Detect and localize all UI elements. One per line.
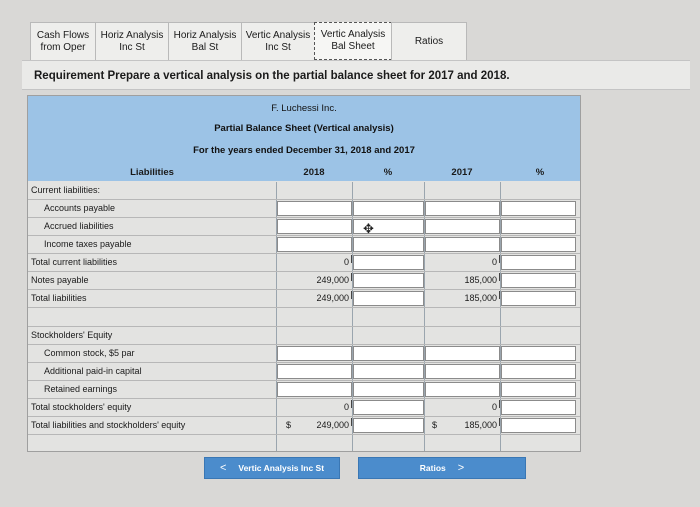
dollar-sign: $ — [432, 420, 438, 430]
row-label: Accounts payable — [44, 203, 116, 213]
tab-label: Inc St — [119, 41, 145, 53]
total-se-pct-2017-input[interactable] — [501, 400, 576, 415]
income-taxes-2017-input[interactable] — [425, 237, 500, 252]
prev-tab-label: Vertic Analysis Inc St — [238, 463, 325, 473]
apic-pct-2017-input[interactable] — [501, 364, 576, 379]
row-total-stockholders-equity — [28, 399, 580, 417]
row-spacer — [28, 308, 580, 327]
column-header-row — [28, 164, 580, 182]
retained-2018-input[interactable] — [277, 382, 352, 397]
tab-vertic-bal-sheet[interactable] — [314, 22, 392, 60]
col-2017: 2017 — [451, 167, 473, 178]
col-pct-2017: % — [535, 167, 545, 178]
row-bottom-spacer — [28, 435, 580, 452]
tab-label: Horiz Analysis — [100, 29, 164, 41]
cell-marker — [351, 273, 352, 281]
tab-label: Bal St — [191, 41, 219, 53]
row-common-stock — [28, 345, 580, 363]
chevron-left-icon: < — [219, 462, 227, 474]
vertical-analysis-sheet — [27, 95, 581, 452]
row-label: Common stock, $5 par — [44, 348, 135, 358]
accrued-2018-input[interactable] — [277, 219, 352, 234]
notes-pct-2018-input[interactable] — [353, 273, 424, 288]
total-liab-2017-value: 185,000 — [464, 293, 497, 303]
income-taxes-pct-2018-input[interactable] — [353, 237, 424, 252]
row-current-liabilities-header — [28, 182, 580, 200]
tab-label: Bal Sheet — [331, 41, 375, 52]
dollar-sign: $ — [286, 420, 292, 430]
row-label: Total liabilities and stockholders' equity — [31, 420, 186, 430]
retained-pct-2017-input[interactable] — [501, 382, 576, 397]
row-total-current-liabilities — [28, 254, 580, 272]
accrued-pct-2017-input[interactable] — [501, 219, 576, 234]
total-liab-pct-2018-input[interactable] — [353, 291, 424, 306]
total-se-2018-value: 0 — [343, 402, 349, 412]
cell-marker — [499, 291, 500, 299]
cell-marker — [351, 418, 352, 426]
notes-pct-2017-input[interactable] — [501, 273, 576, 288]
retained-2017-input[interactable] — [425, 382, 500, 397]
col-liabilities: Liabilities — [130, 167, 174, 178]
apic-2018-input[interactable] — [277, 364, 352, 379]
total-current-pct-2017-input[interactable] — [501, 255, 576, 270]
total-current-2018-value: 0 — [343, 257, 349, 267]
tab-label: Ratios — [414, 35, 444, 47]
tab-label: Horiz Analysis — [173, 29, 237, 41]
tab-label: Cash Flows — [36, 29, 90, 41]
total-se-2017-value: 0 — [491, 402, 497, 412]
row-apic — [28, 363, 580, 381]
row-label: Total current liabilities — [31, 257, 118, 267]
row-accrued-liabilities — [28, 218, 580, 236]
apic-pct-2018-input[interactable] — [353, 364, 424, 379]
tab-bar — [30, 22, 466, 60]
cell-marker — [351, 291, 352, 299]
common-2018-input[interactable] — [277, 346, 352, 361]
move-cursor-icon: ✥ — [363, 221, 374, 236]
total-current-pct-2018-input[interactable] — [353, 255, 424, 270]
tab-vertic-inc-st[interactable] — [241, 22, 315, 60]
tab-label: Inc St — [265, 41, 291, 53]
cell-marker — [499, 400, 500, 408]
statement-period: For the years ended December 31, 2018 and 2017 — [193, 145, 415, 156]
col-pct-2018: % — [383, 167, 393, 178]
row-income-taxes-payable — [28, 236, 580, 254]
next-tab-label: Ratios — [419, 463, 446, 473]
total-le-2018-value: 249,000 — [316, 420, 349, 430]
row-accounts-payable — [28, 200, 580, 218]
accounts-payable-pct-2017-input[interactable] — [501, 201, 576, 216]
income-taxes-pct-2017-input[interactable] — [501, 237, 576, 252]
statement-title: Partial Balance Sheet (Vertical analysis) — [214, 123, 394, 134]
tab-ratios[interactable] — [391, 22, 467, 60]
apic-2017-input[interactable] — [425, 364, 500, 379]
tab-label: from Oper — [40, 41, 86, 53]
retained-pct-2018-input[interactable] — [353, 382, 424, 397]
row-label: Accrued liabilities — [44, 221, 114, 231]
row-equity-header — [28, 327, 580, 345]
accounts-payable-2017-input[interactable] — [425, 201, 500, 216]
next-tab-button[interactable] — [358, 457, 526, 479]
total-le-pct-2017-input[interactable] — [501, 418, 576, 433]
row-label: Retained earnings — [44, 384, 118, 394]
row-label: Total stockholders' equity — [31, 402, 132, 412]
total-se-pct-2018-input[interactable] — [353, 400, 424, 415]
cell-marker — [499, 418, 500, 426]
tab-horiz-bal-st[interactable] — [168, 22, 242, 60]
row-label: Total liabilities — [31, 293, 87, 303]
common-pct-2018-input[interactable] — [353, 346, 424, 361]
row-label: Current liabilities: — [31, 185, 101, 195]
cell-marker — [499, 273, 500, 281]
total-liab-2018-value: 249,000 — [316, 293, 349, 303]
cell-marker — [351, 400, 352, 408]
tab-horiz-inc-st[interactable] — [95, 22, 169, 60]
common-2017-input[interactable] — [425, 346, 500, 361]
col-2018: 2018 — [303, 167, 325, 178]
notes-2018-value: 249,000 — [316, 275, 349, 285]
row-label: Notes payable — [31, 275, 89, 285]
tab-label: Vertic Analysis — [245, 29, 311, 41]
total-current-2017-value: 0 — [491, 257, 497, 267]
row-label: Income taxes payable — [44, 239, 132, 249]
cell-marker — [351, 255, 352, 263]
prev-tab-button[interactable] — [204, 457, 340, 479]
income-taxes-2018-input[interactable] — [277, 237, 352, 252]
requirement-text: Requirement Prepare a vertical analysis on the partial balance sheet for 2017 and 2018. — [22, 60, 690, 90]
accrued-2017-input[interactable] — [425, 219, 500, 234]
tab-cash-flows[interactable] — [30, 22, 96, 60]
cell-marker — [499, 255, 500, 263]
notes-2017-value: 185,000 — [464, 275, 497, 285]
row-label: Stockholders' Equity — [31, 330, 113, 340]
row-notes-payable — [28, 272, 580, 290]
total-le-pct-2018-input[interactable] — [353, 418, 424, 433]
row-total-liabilities — [28, 290, 580, 308]
row-retained-earnings — [28, 381, 580, 399]
tab-label: Vertic Analysis — [320, 29, 386, 40]
company-name: F. Luchessi Inc. — [271, 103, 337, 114]
accounts-payable-2018-input[interactable] — [277, 201, 352, 216]
total-liab-pct-2017-input[interactable] — [501, 291, 576, 306]
row-label: Additional paid-in capital — [44, 366, 142, 376]
chevron-right-icon: > — [457, 462, 465, 474]
row-total-liab-and-equity — [28, 417, 580, 435]
accounts-payable-pct-2018-input[interactable] — [353, 201, 424, 216]
common-pct-2017-input[interactable] — [501, 346, 576, 361]
total-le-2017-value: 185,000 — [464, 420, 497, 430]
